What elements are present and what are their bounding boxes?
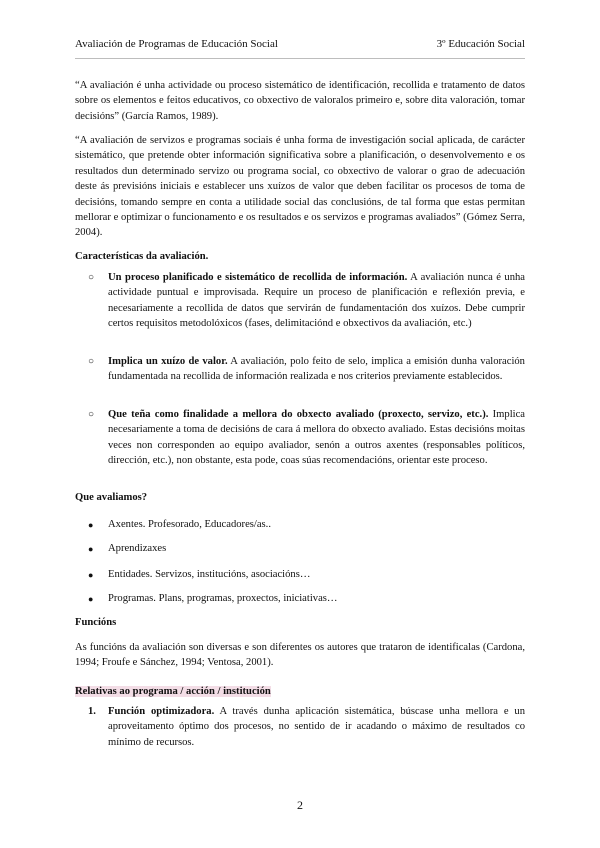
list-item-que-avaliamos: Entidades. Servizos, institucións, asociacións… (108, 569, 311, 580)
list-item-caracteristica (108, 407, 525, 469)
header-course-year: 3º Educación Social (436, 38, 525, 50)
list-item-funcion (108, 704, 525, 750)
circle-bullet-icon: ○ (88, 409, 95, 420)
page-number: 2 (297, 798, 303, 812)
quote-garcia-ramos: “A avaliación é unha actividade ou proceso sistemático de identificación, recollida e tratamento de datos sobre os elementos e feitos educativos, co obxectivo de valoralos primeiro e, sobre dita valoración, tomar decisións” (García Ramos, 1989). (75, 80, 525, 122)
heading-caracteristicas: Características da avaliación. (75, 251, 209, 262)
bullet-icon: ● (88, 520, 94, 530)
item-title: Función optimizadora. (108, 706, 215, 717)
list-item-que-avaliamos: Programas. Plans, programas, proxectos, iniciativas… (108, 593, 338, 604)
heading-funcions: Funcións (75, 617, 117, 628)
highlighted-heading-text: Relativas ao programa / acción / institución (75, 686, 271, 697)
bullet-icon: ● (88, 544, 94, 554)
list-item-caracteristica (108, 270, 525, 332)
page-header (75, 37, 525, 53)
list-item-que-avaliamos: Axentes. Profesorado, Educadores/as.. (108, 519, 271, 530)
item-title: Implica un xuízo de valor. (108, 356, 228, 367)
bullet-icon: ● (88, 594, 94, 604)
list-item-que-avaliamos: Aprendizaxes (108, 543, 167, 554)
item-text: A avaliación, polo feito de selo, implica a emisión dunha valoración fundamentada na recollida de información realizada e nos criterios previamente establecidos. (108, 356, 525, 383)
list-item-caracteristica (108, 354, 525, 385)
heading-que-avaliamos: Que avaliamos? (75, 492, 148, 503)
circle-bullet-icon: ○ (88, 356, 95, 367)
bullet-icon: ● (88, 570, 94, 580)
item-title: Que teña como finalidade a mellora do obxecto avaliado (proxecto, servizo, etc.). (108, 409, 489, 420)
list-number: 1. (88, 706, 96, 717)
item-text: A través dunha aplicación sistemática, búscase unha mellora e un aproveitamento óptimo dos procesos, no sentido de ir acadando o máximo de resultados co mínimo de recursos. (108, 706, 525, 748)
item-text: A avaliación nunca é unha actividade puntual e improvisada. Require un proceso de planificación e reflexión previa, e necesariamente a recollida de datos que servirán de fundamentación dos xuízos. Debe cumprir certos requisitos metodolóxicos (fases, delimitaciónd e obxectivos da avaliación, etc.) (108, 272, 525, 330)
heading-relativas (75, 685, 271, 699)
quote-gomez-serra: “A avaliación de servizos e programas sociais é unha forma de investigación social aplicada, de carácter sistemático, que pretende obter información significativa sobre a planificación, o desenvolvemento e os resultados dun determinado servizo ou programa social, co obxectivo de valorar o grao de adecuación deste ás previsións iniciais e establecer uns xuízos de valor que deben facilitar os procesos de toma de decisións, tomando sempre en conta a utilidade social das conclusións, de tal forma que estas permitan mellorar e optimizar o funcionamento e os resultados e os servizos e programas avaliados” (Gómez Serra, 2004). (75, 135, 525, 239)
header-divider (75, 58, 525, 59)
paragraph-funcions: As funcións da avaliación son diversas e son diferentes os autores que trataron de identificalas (Cardona, 1994; Froufe e Sánchez, 1994; Ventosa, 2001). (75, 642, 525, 669)
circle-bullet-icon: ○ (88, 272, 95, 283)
item-text: Implica necesariamente a toma de decisións de cara á mellora do obxecto avaliado. Estas decisións moitas veces non corresponden ao equipo avaliador, senón a outros axentes (responsables políticos, dirección, etc.), non obstante, esta pode, coas súas recomendacións, orientar este proceso. (108, 409, 525, 467)
item-title: Un proceso planificado e sistemático de recollida de información. (108, 272, 408, 283)
header-course-title: Avaliación de Programas de Educación Social (75, 38, 278, 50)
